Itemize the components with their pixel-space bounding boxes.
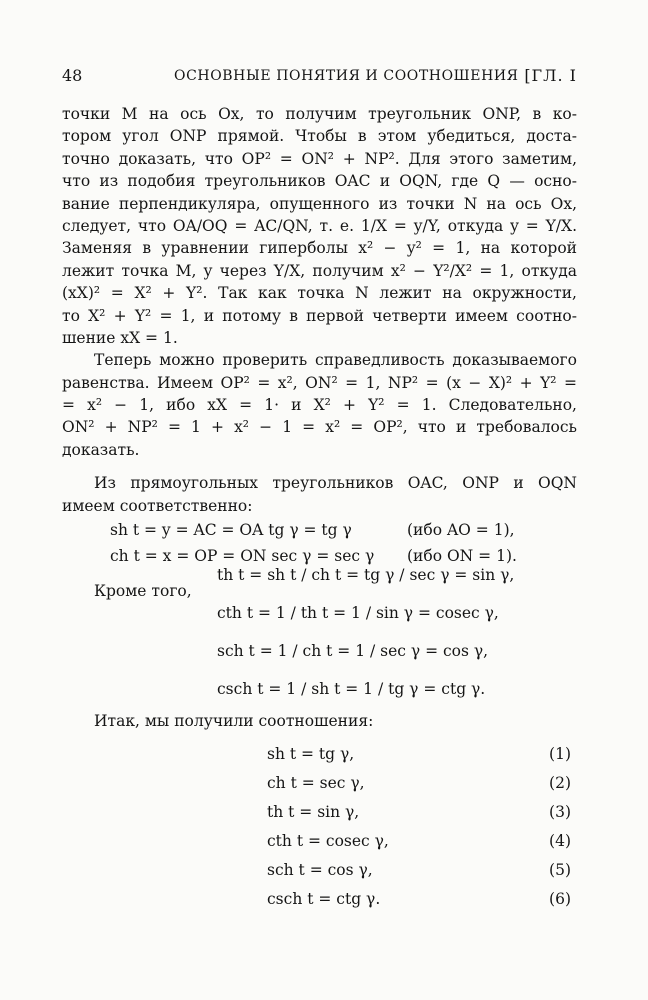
relation-formula: cth t = cosec γ,: [267, 832, 389, 850]
text-line: Кроме того,: [94, 582, 192, 601]
text-line: = x² − 1, ибо xX = 1· и X² + Y² = 1. Следовательно,: [62, 396, 577, 415]
summary-label: Итак, мы получили соотношения:: [94, 712, 374, 730]
page-number: 48: [62, 66, 83, 85]
equation-number: (4): [549, 832, 571, 850]
equation-sh: [62, 517, 577, 543]
text-line: (xX)² = X² + Y². Так как точка N лежит на окружности,: [62, 284, 577, 303]
text-line: Из прямоугольных треугольников OAC, ONP и OQN: [94, 474, 577, 493]
text-line: точки M на ось Ox, то получим треугольник ONP, в ко-: [62, 105, 577, 123]
definition-formula: sch t = 1 / ch t = 1 / sec γ = cos γ,: [217, 642, 489, 660]
main-text: [62, 103, 577, 602]
text-line: что из подобия треугольников OAC и OQN, где Q — осно-: [62, 172, 577, 191]
relations-system: [62, 740, 577, 914]
relation-formula: sch t = cos γ,: [267, 861, 373, 879]
running-title: ОСНОВНЫЕ ПОНЯТИЯ И СООТНОШЕНИЯ: [174, 68, 519, 84]
text-line: Заменяя в уравнении гиперболы x² − y² = 1, на которой: [62, 239, 577, 258]
relation-row: [62, 885, 577, 914]
text-line: вание перпендикуляра, опущенного из точки N на ось Ox,: [62, 194, 577, 213]
relation-row: [62, 798, 577, 827]
equation-note: (ибо ON = 1).: [407, 547, 517, 566]
relation-formula: sh t = tg γ,: [267, 745, 355, 763]
equation-formula: sh t = y = AC = OA tg γ = tg γ: [110, 521, 352, 540]
text-line: лежит точка M, y через Y/X, получим x² − Y²/X² = 1, откуда: [62, 261, 577, 280]
equation-number: (2): [549, 774, 571, 792]
text-line: Теперь можно проверить справедливость доказываемого: [94, 351, 577, 370]
equation-number: (1): [549, 745, 571, 763]
relation-row: [62, 769, 577, 798]
relation-formula: csch t = ctg γ.: [267, 890, 381, 908]
text-line: точно доказать, что OP² = ON² + NP². Для этого заметим,: [62, 149, 577, 168]
relation-row: [62, 856, 577, 885]
text-line: шение xX = 1.: [62, 328, 178, 347]
equation-number: (3): [549, 803, 571, 821]
relation-formula: ch t = sec γ,: [267, 774, 365, 792]
text-line: то X² + Y² = 1, и потому в первой четверти имеем соотно-: [62, 306, 577, 325]
text-line: следует, что OA/OQ = AC/QN, т. е. 1/X = y/Y, откуда y = Y/X.: [62, 216, 577, 235]
definitions-block: [62, 556, 577, 708]
equation-number: (5): [549, 861, 571, 879]
relation-row: [62, 827, 577, 856]
definition-formula: cth t = 1 / th t = 1 / sin γ = cosec γ,: [217, 604, 499, 622]
text-line: равенства. Имеем OP² = x², ON² = 1, NP² = (x − X)² + Y² =: [62, 373, 577, 392]
equation-number: (6): [549, 890, 571, 908]
relation-formula: th t = sin γ,: [267, 803, 360, 821]
definition-formula: csch t = 1 / sh t = 1 / tg γ = ctg γ.: [217, 680, 486, 698]
text-line: ON² + NP² = 1 + x² − 1 = x² = OP², что и требовалось: [62, 418, 577, 437]
text-line: доказать.: [62, 440, 140, 459]
chapter-label: [ГЛ. I: [524, 66, 577, 85]
running-header: [62, 66, 577, 92]
definition-formula: th t = sh t / ch t = tg γ / sec γ = sin γ,: [217, 566, 515, 584]
equation-note: (ибо AO = 1),: [407, 521, 515, 540]
equation-formula: ch t = x = OP = ON sec γ = sec γ: [110, 547, 375, 566]
relation-row: [62, 740, 577, 769]
text-line: тором угол ONP прямой. Чтобы в этом убедиться, доста-: [62, 127, 577, 146]
text-line: имеем соответственно:: [62, 496, 253, 515]
